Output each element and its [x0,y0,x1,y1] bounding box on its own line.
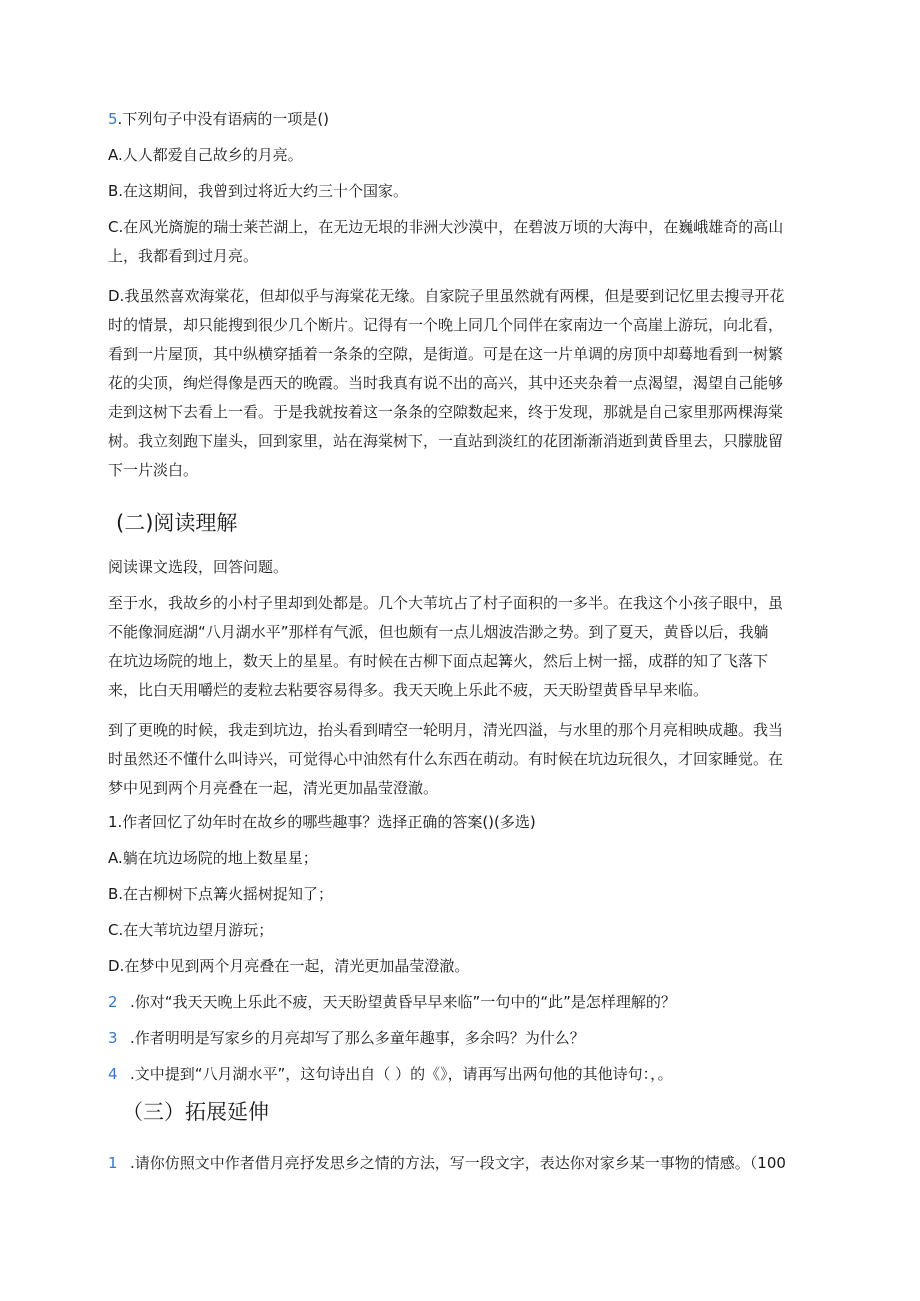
s3-question-1-number: 1 [108,1154,118,1172]
s2-question-4-number: 4 [108,1065,118,1083]
s2-q1-option-a: A.躺在坑边场院的地上数星星； [108,849,318,867]
q5-stem [108,102,813,137]
q5-option-c-line-2: 上，我都看到过月亮。 [108,247,259,265]
q5-option-d-line-3: 看到一片屋顶，其中纵横穿插着一条条的空隙，是街道。可是在这一片单调的房顶中却蓦地看到一树繁 [108,345,784,363]
section-3-heading: （三）拓展延伸 [122,1100,269,1124]
s2-q1-option-d: D.在梦中见到两个月亮叠在一起，清光更加晶莹澄澈。 [108,957,470,975]
q5-number: 5 [108,110,118,128]
s3-question-1-text: .请你仿照文中作者借月亮抒发思乡之情的方法，写一段文字，表达你对家乡某一事物的情感。（100 [130,1154,786,1172]
q5-stem-text: .下列句子中没有语病的一项是() [117,110,330,128]
s2-q1-option-c: C.在大苇坑边望月游玩； [108,921,274,939]
s2-question-2-number: 2 [108,993,118,1011]
q5-option-d-line-4: 花的尖顶，绚烂得像是西天的晚霞。当时我真有说不出的高兴，其中还夹杂着一点渴望，渴望自己能够 [108,374,784,392]
passage-line-5: 到了更晚的时候，我走到坑边，抬头看到晴空一轮明月，清光四溢，与水里的那个月亮相映成趣。我当 [108,721,784,739]
s2-q1-option-b: B.在古柳树下点篝火摇树捉知了； [108,885,334,903]
s2-question-4-text: .文中提到“八月湖水平”，这句诗出自（ ）的《》，请再写出两句他的其他诗句：，。 [130,1065,673,1083]
passage-line-4: 来，比白天用嚼烂的麦粒去粘要容易得多。我天天晚上乐此不疲，天天盼望黄昏早早来临。 [108,681,709,699]
q5-option-b: B.在这期间，我曾到过将近大约三十个国家。 [108,182,409,200]
section-2-heading: (二)阅读理解 [116,511,238,535]
q5-option-d-line-1: D.我虽然喜欢海棠花，但却似乎与海棠花无缘。自家院子里虽然就有两棵，但是要到记忆里去搜寻开花 [108,287,785,305]
s2-question-2 [108,985,813,1020]
passage-line-1: 至于水，我故乡的小村子里却到处都是。几个大苇坑占了村子面积的一多半。在我这个小孩子眼中，虽 [108,594,784,612]
passage-line-3: 在坑边场院的地上，数天上的星星。有时候在古柳下面点起篝火，然后上树一摇，成群的知了飞落下 [108,652,769,670]
passage-line-7: 梦中见到两个月亮叠在一起，清光更加晶莹澄澈。 [108,779,439,797]
q5-option-d-line-2: 时的情景，却只能搜到很少几个断片。记得有一个晚上同几个同伴在家南边一个高崖上游玩，向北看， [108,316,784,334]
s2-question-3-number: 3 [108,1029,118,1047]
s2-question-2-text: .你对“我天天晚上乐此不疲，天天盼望黄昏早早来临”一句中的“此”是怎样理解的？ [130,993,676,1011]
q5-option-a: A.人人都爱自己故乡的月亮。 [108,146,303,164]
s2-question-3-text: .作者明明是写家乡的月亮却写了那么多童年趣事，多余吗？为什么？ [130,1029,585,1047]
passage-line-6: 时虽然还不懂什么叫诗兴，可觉得心中油然有什么东西在萌动。有时候在坑边玩很久，才回家睡觉。在 [108,750,784,768]
s2-q1-stem: 1.作者回忆了幼年时在故乡的哪些趣事？选择正确的答案()(多选) [108,813,536,831]
passage-line-2: 不能像洞庭湖“八月湖水平”那样有气派，但也颇有一点儿烟波浩渺之势。到了夏天，黄昏以后，我躺 [108,623,769,641]
q5-option-d-line-7: 下一片淡白。 [108,461,199,479]
q5-option-d-line-6: 树。我立刻跑下崖头，回到家里，站在海棠树下，一直站到淡红的花团渐渐消逝到黄昏里去，只朦胧留 [108,432,784,450]
q5-option-d-line-5: 走到这树下去看上一看。于是我就按着这一条条的空隙数起来，终于发现，那就是自己家里那两棵海棠 [108,403,784,421]
s3-question-1 [108,1146,813,1181]
section-2-intro: 阅读课文选段，回答问题。 [108,558,289,576]
s2-question-3 [108,1021,813,1056]
s2-question-4 [108,1057,813,1092]
q5-option-c-line-1: C.在风光旖旎的瑞士莱芒湖上，在无边无垠的非洲大沙漠中，在碧波万顷的大海中，在巍峨雄奇的高山 [108,218,784,236]
